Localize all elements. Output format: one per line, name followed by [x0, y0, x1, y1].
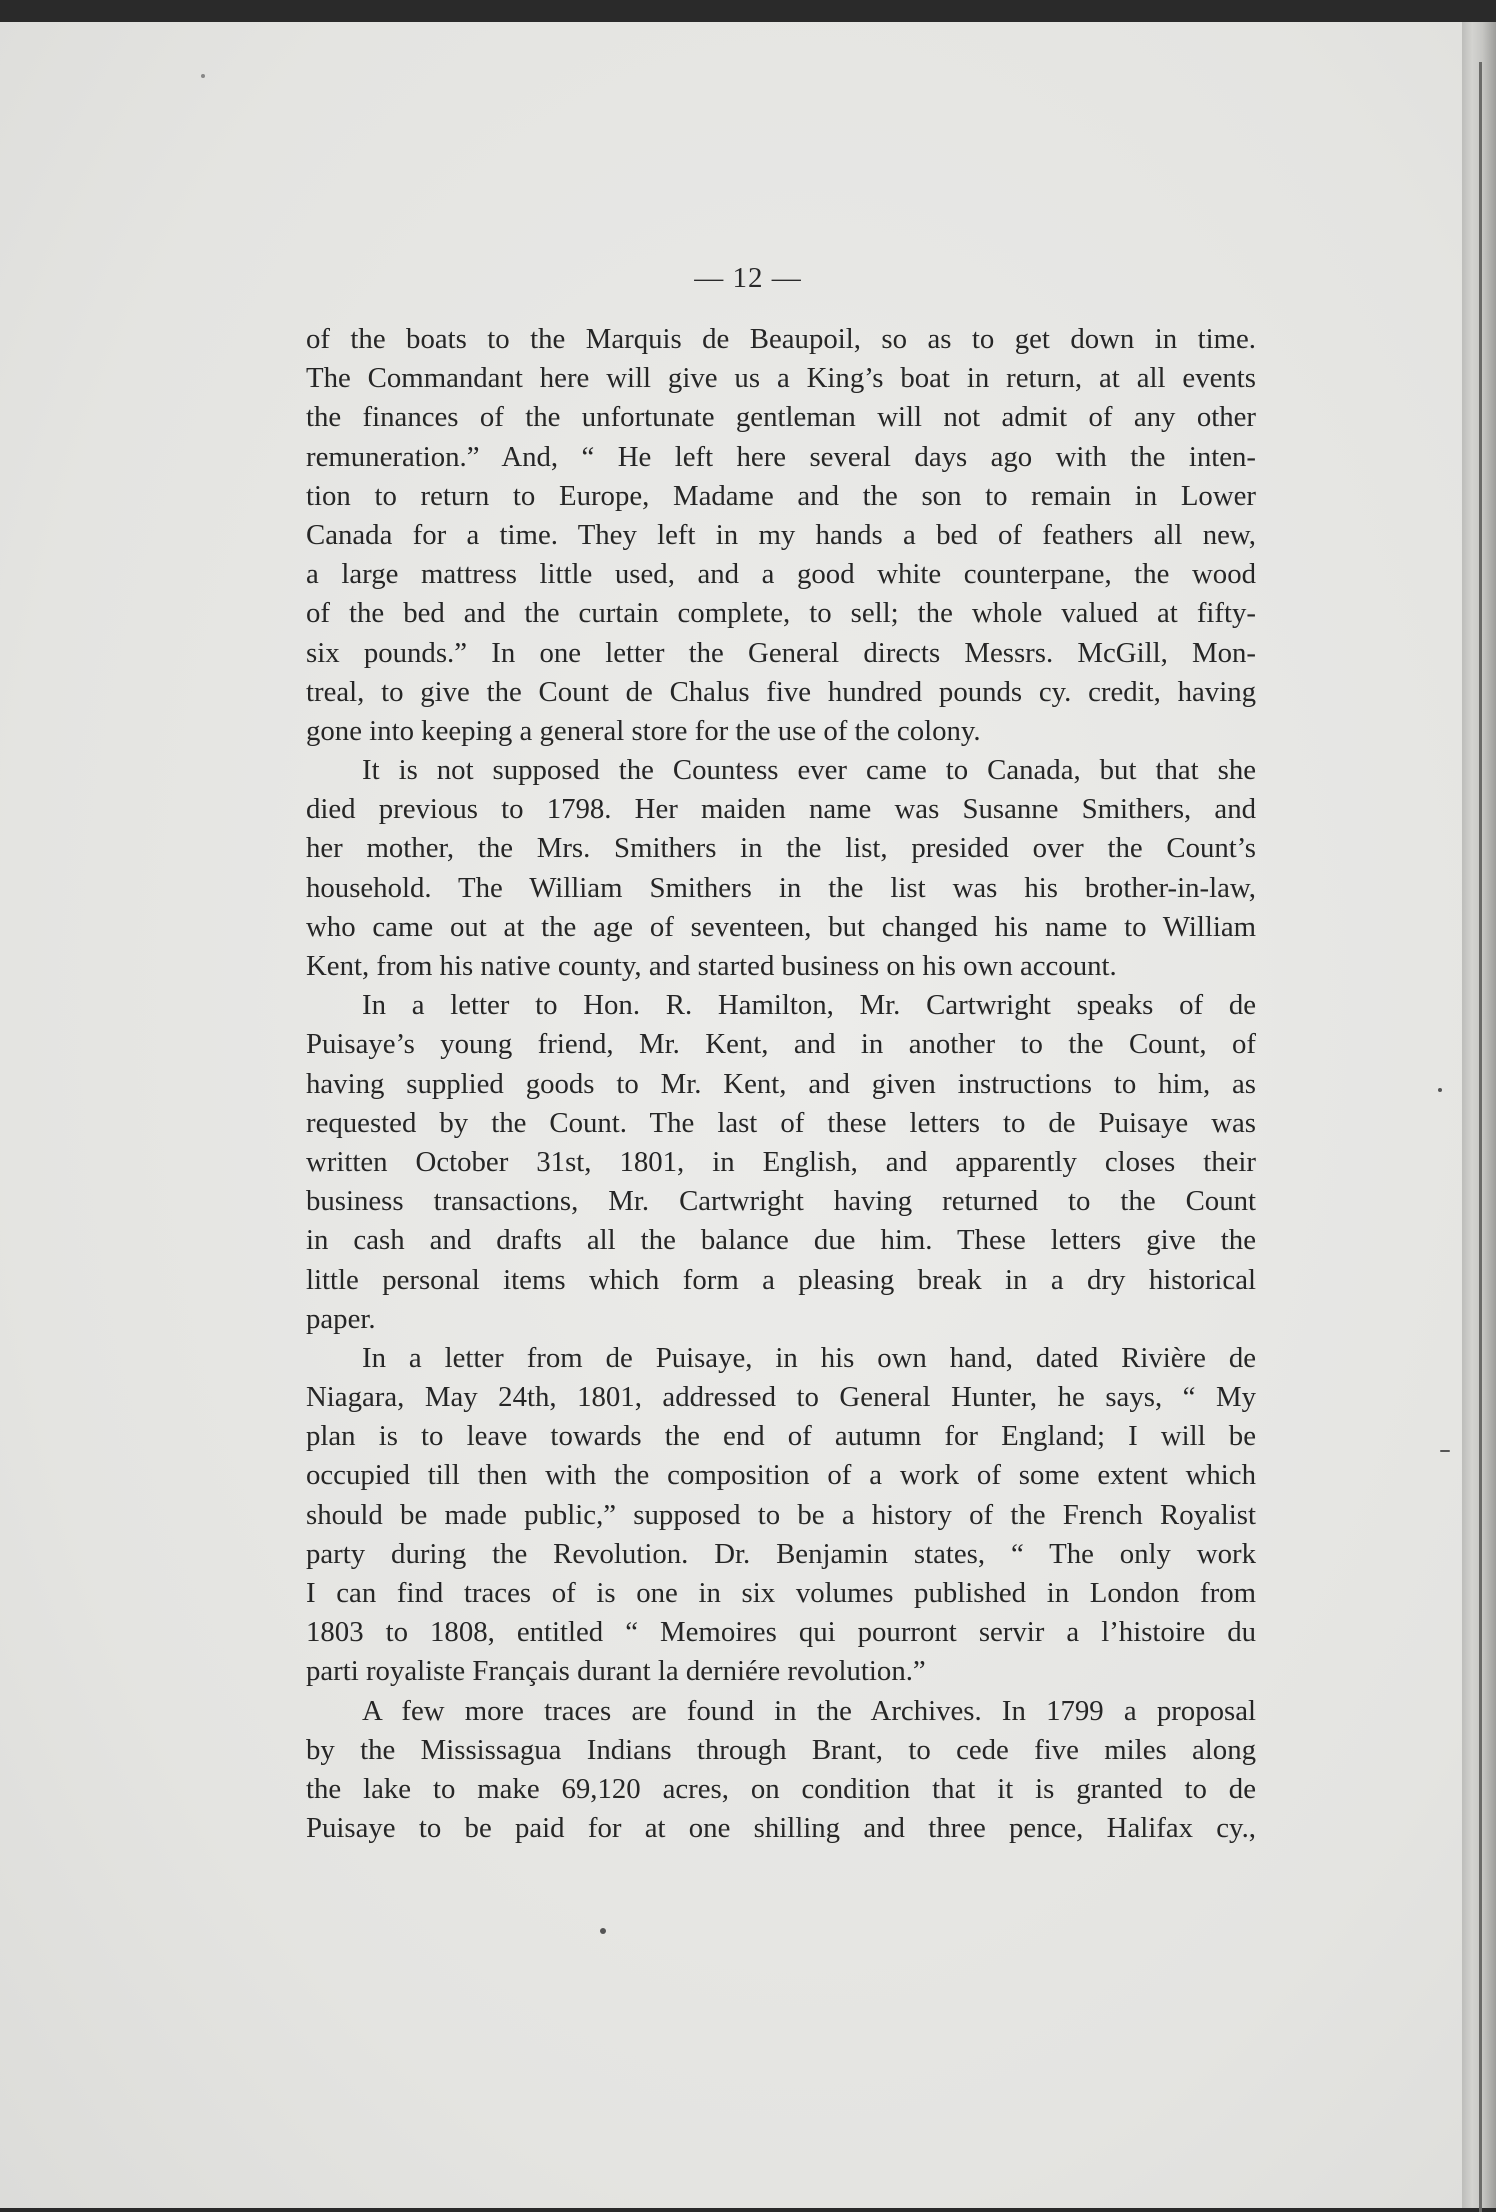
text-line: gone into keeping a general store for the use of the colony.	[306, 714, 981, 747]
paper-speck	[1438, 1088, 1442, 1092]
text-line: 1803 to 1808, entitled “ Memoires qui pourront servir a l’histoire du	[306, 1616, 1256, 1649]
text-line: tion to return to Europe, Madame and the son to remain in Lower	[306, 479, 1256, 512]
text-line: In a letter to Hon. R. Hamilton, Mr. Cartwright speaks of de	[362, 989, 1256, 1022]
text-line: having supplied goods to Mr. Kent, and given instructions to him, as	[306, 1067, 1256, 1100]
paper-speck	[1440, 1450, 1450, 1452]
paragraph	[306, 986, 1256, 1339]
text-line: Canada for a time. They left in my hands a bed of feathers all new,	[306, 518, 1256, 551]
paper-speck	[600, 1928, 606, 1934]
text-line: Puisaye to be paid for at one shilling and three pence, Halifax cy.,	[306, 1812, 1256, 1845]
text-line: written October 31st, 1801, in English, and apparently closes their	[306, 1145, 1256, 1178]
text-line: died previous to 1798. Her maiden name was Susanne Smithers, and	[306, 793, 1256, 826]
binding-shadow-line	[1479, 62, 1482, 2212]
text-line: in cash and drafts all the balance due him. These letters give the	[306, 1224, 1256, 1257]
text-line: In a letter from de Puisaye, in his own hand, dated Rivière de	[362, 1341, 1256, 1374]
page-binding-edge	[1462, 22, 1496, 2208]
text-line: occupied till then with the composition of a work of some extent which	[306, 1459, 1256, 1492]
text-line: parti royaliste Français durant la derniére revolution.”	[306, 1655, 926, 1688]
text-line: who came out at the age of seventeen, but changed his name to William	[306, 910, 1256, 943]
text-line: The Commandant here will give us a King’s boat in return, at all events	[306, 362, 1256, 395]
text-line: her mother, the Mrs. Smithers in the list, presided over the Count’s	[306, 832, 1256, 865]
text-line: Niagara, May 24th, 1801, addressed to General Hunter, he says, “ My	[306, 1381, 1256, 1414]
body-text	[306, 320, 1256, 1848]
text-line: Kent, from his native county, and started business on his own account.	[306, 950, 1117, 982]
text-line: Puisaye’s young friend, Mr. Kent, and in another to the Count, of	[306, 1028, 1256, 1061]
text-line: remuneration.” And, “ He left here several days ago with the inten-	[306, 440, 1256, 473]
text-line: by the Mississagua Indians through Brant, to cede five miles along	[306, 1733, 1256, 1766]
text-line: party during the Revolution. Dr. Benjamin states, “ The only work	[306, 1537, 1256, 1570]
text-line: paper.	[306, 1302, 376, 1335]
text-line: plan is to leave towards the end of autumn for England; I will be	[306, 1420, 1256, 1453]
text-line: treal, to give the Count de Chalus five hundred pounds cy. credit, having	[306, 675, 1256, 708]
text-line: I can find traces of is one in six volumes published in London from	[306, 1577, 1256, 1609]
paragraph	[306, 1339, 1256, 1692]
text-line: It is not supposed the Countess ever came to Canada, but that she	[362, 754, 1256, 787]
text-line: the lake to make 69,120 acres, on condition that it is granted to de	[306, 1772, 1256, 1805]
text-line: of the boats to the Marquis de Beaupoil, so as to get down in time.	[306, 323, 1256, 355]
text-line: a large mattress little used, and a good white counterpane, the wood	[306, 558, 1256, 591]
text-line: six pounds.” In one letter the General directs Messrs. McGill, Mon-	[306, 636, 1256, 669]
paragraph	[306, 320, 1256, 751]
paper-speck	[201, 74, 205, 78]
text-line: business transactions, Mr. Cartwright having returned to the Count	[306, 1185, 1256, 1218]
text-line: the finances of the unfortunate gentleman will not admit of any other	[306, 401, 1256, 434]
text-line: little personal items which form a pleasing break in a dry historical	[306, 1263, 1256, 1296]
text-line: should be made public,” supposed to be a history of the French Royalist	[306, 1498, 1256, 1531]
text-line: requested by the Count. The last of these letters to de Puisaye was	[306, 1106, 1256, 1139]
paragraph	[306, 1692, 1256, 1849]
text-line: of the bed and the curtain complete, to sell; the whole valued at fifty-	[306, 597, 1256, 630]
paragraph	[306, 751, 1256, 986]
text-line: A few more traces are found in the Archives. In 1799 a proposal	[362, 1694, 1256, 1727]
text-line: household. The William Smithers in the list was his brother-in-law,	[306, 871, 1256, 904]
page-number: — 12 —	[694, 262, 802, 294]
